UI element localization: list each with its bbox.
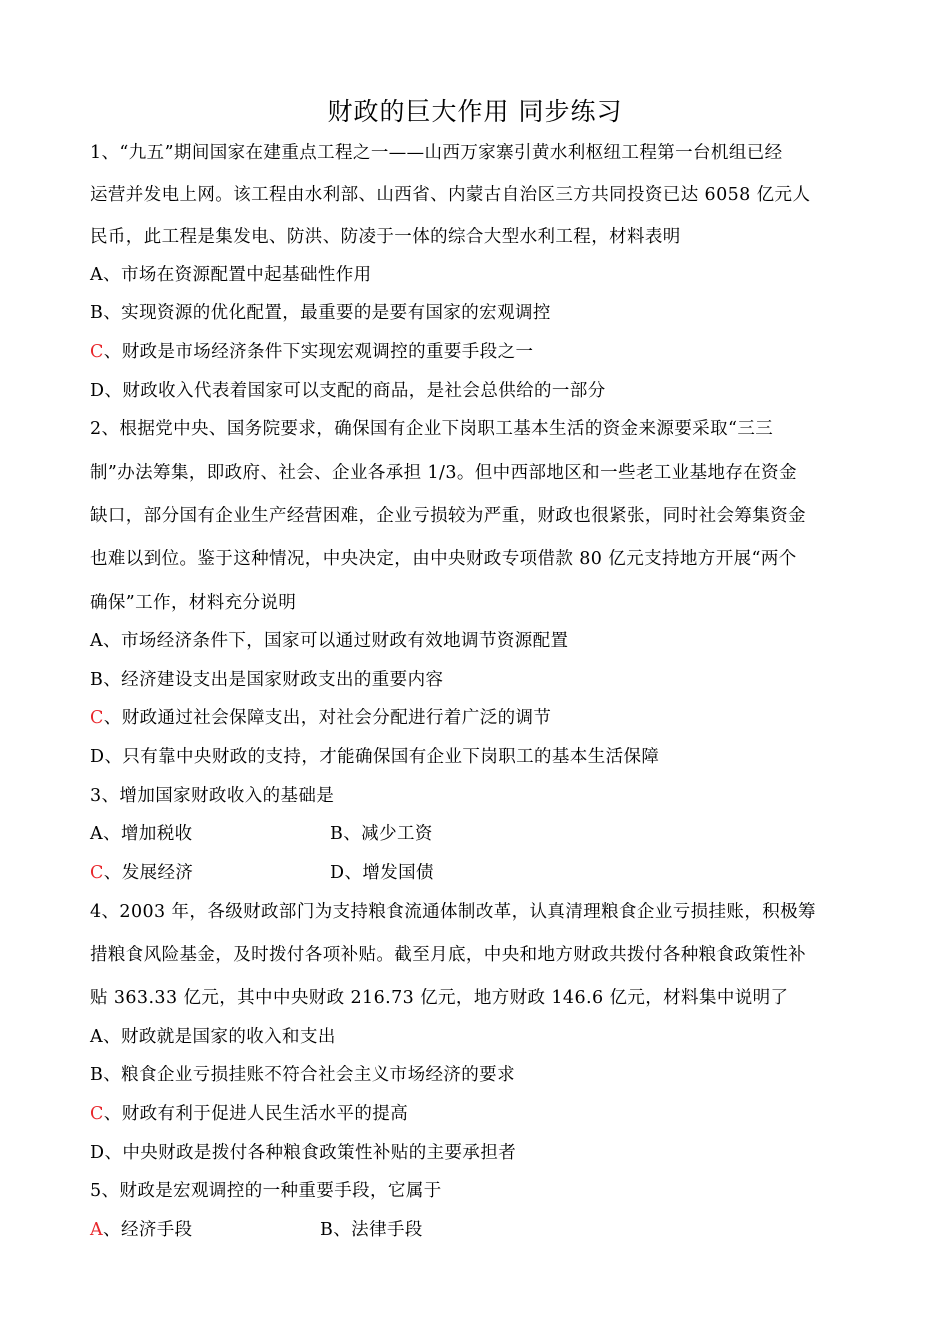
option-letter: B xyxy=(320,1220,334,1240)
q3-stem-line-1: 3、增加国家财政收入的基础是 xyxy=(90,786,335,806)
q5-option-a xyxy=(90,1220,193,1240)
option-letter: D xyxy=(90,1143,105,1163)
q1-option-b xyxy=(90,298,870,328)
option-text: 、法律手段 xyxy=(333,1220,423,1240)
q2-stem-line-3: 缺口，部分国有企业生产经营困难，企业亏损较为严重，财政也很紧张，同时社会筹集资金 xyxy=(90,506,806,526)
option-text: 、减少工资 xyxy=(343,824,433,844)
option-text: 、增加税收 xyxy=(103,824,193,844)
q3-options-row-1 xyxy=(90,819,870,849)
option-letter: D xyxy=(90,747,105,767)
option-text: 、经济建设支出是国家财政支出的重要内容 xyxy=(103,670,444,690)
option-text: 、财政是市场经济条件下实现宏观调控的重要手段之一 xyxy=(103,342,534,362)
option-letter-answer: C xyxy=(90,1104,104,1124)
q3-options-row-2 xyxy=(90,858,870,888)
option-letter: B xyxy=(90,1065,104,1085)
q1-option-c xyxy=(90,337,870,367)
q1-stem-line-1: 1、“九五”期间国家在建重点工程之一——山西万家寨引黄水利枢纽工程第一台机组已经 xyxy=(90,143,783,163)
option-letter: B xyxy=(330,824,344,844)
q4-option-c xyxy=(90,1099,870,1129)
option-text: 、市场在资源配置中起基础性作用 xyxy=(103,265,372,285)
option-text: 、只有靠中央财政的支持，才能确保国有企业下岗职工的基本生活保障 xyxy=(104,747,660,767)
option-letter: D xyxy=(90,381,105,401)
option-letter-answer: A xyxy=(90,1220,104,1240)
option-letter: A xyxy=(90,265,104,285)
option-letter: B xyxy=(90,670,104,690)
q3-option-d xyxy=(330,858,434,888)
q2-stem-line-1: 2、根据党中央、国务院要求，确保国有企业下岗职工基本生活的资金来源要采取“三三 xyxy=(90,419,774,439)
q5-option-b xyxy=(320,1215,423,1245)
option-text: 、发展经济 xyxy=(103,863,194,883)
q4-stem-line-3: 贴 363.33 亿元，其中中央财政 216.73 亿元，地方财政 146.6 亿元，材料集中说明了 xyxy=(90,988,789,1008)
option-letter: D xyxy=(330,863,345,883)
option-text: 、财政有利于促进人民生活水平的提高 xyxy=(103,1104,409,1124)
q1-stem-line-2: 运营并发电上网。该工程由水利部、山西省、内蒙古自治区三方共同投资已达 6058 亿元人 xyxy=(90,185,811,205)
q2-option-a xyxy=(90,626,870,656)
q4-option-d xyxy=(90,1138,870,1168)
q2-option-c xyxy=(90,703,870,733)
page-title: 财政的巨大作用 同步练习 xyxy=(327,97,623,126)
q5-stem-line-1: 5、财政是宏观调控的一种重要手段，它属于 xyxy=(90,1181,442,1201)
q2-option-b xyxy=(90,665,870,695)
option-letter: A xyxy=(90,631,104,651)
q2-option-d xyxy=(90,742,870,772)
q4-option-b xyxy=(90,1060,870,1090)
option-text: 、粮食企业亏损挂账不符合社会主义市场经济的要求 xyxy=(103,1065,515,1085)
q4-stem-line-1: 4、2003 年，各级财政部门为支持粮食流通体制改革，认真清理粮食企业亏损挂账，积极筹 xyxy=(90,902,816,922)
q1-option-d xyxy=(90,376,870,406)
q1-option-a xyxy=(90,260,870,290)
option-text: 、中央财政是拨付各种粮食政策性补贴的主要承担者 xyxy=(104,1143,517,1163)
option-letter: A xyxy=(90,824,104,844)
q2-stem-line-2: 制”办法筹集，即政府、社会、企业各承担 1/3。但中西部地区和一些老工业基地存在资金 xyxy=(90,463,797,483)
option-text: 、实现资源的优化配置，最重要的是要有国家的宏观调控 xyxy=(103,303,551,323)
q4-option-a xyxy=(90,1022,870,1052)
option-text: 、财政收入代表着国家可以支配的商品，是社会总供给的一部分 xyxy=(104,381,606,401)
option-letter-answer: C xyxy=(90,342,104,362)
q3-option-b xyxy=(330,819,433,849)
option-letter: A xyxy=(90,1027,104,1047)
q2-stem-line-4: 也难以到位。鉴于这种情况，中央决定，由中央财政专项借款 80 亿元支持地方开展“两个 xyxy=(90,549,797,569)
option-text: 、财政就是国家的收入和支出 xyxy=(103,1027,336,1047)
q3-option-c xyxy=(90,863,193,883)
q5-options-row-1 xyxy=(90,1215,870,1245)
q4-stem-line-2: 措粮食风险基金，及时拨付各项补贴。截至月底，中央和地方财政共拨付各种粮食政策性补 xyxy=(90,945,806,965)
option-text: 、经济手段 xyxy=(103,1220,193,1240)
option-text: 、市场经济条件下，国家可以通过财政有效地调节资源配置 xyxy=(103,631,569,651)
q2-stem-line-5: 确保”工作，材料充分说明 xyxy=(90,593,297,613)
option-letter: B xyxy=(90,303,104,323)
option-letter-answer: C xyxy=(90,863,104,883)
q1-stem-line-3: 民币，此工程是集发电、防洪、防凌于一体的综合大型水利工程，材料表明 xyxy=(90,227,681,247)
option-text: 、增发国债 xyxy=(344,863,434,883)
option-text: 、财政通过社会保障支出，对社会分配进行着广泛的调节 xyxy=(103,708,552,728)
q3-option-a xyxy=(90,824,193,844)
option-letter-answer: C xyxy=(90,708,104,728)
